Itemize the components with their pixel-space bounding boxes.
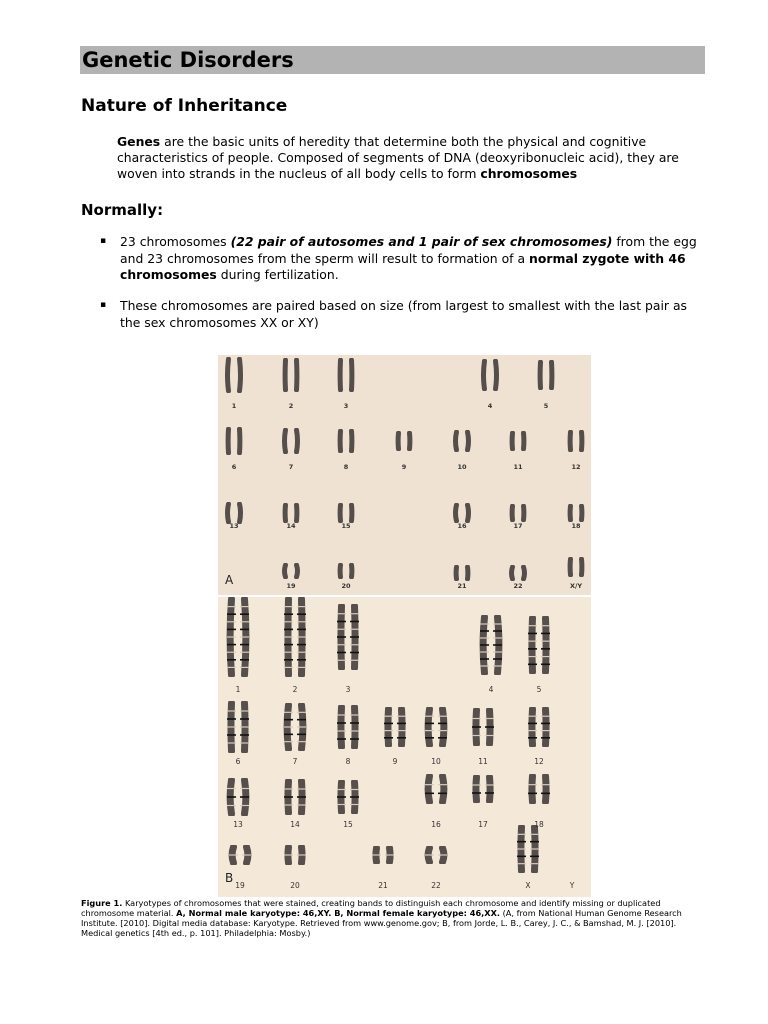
chromosome-pair-11 [471, 708, 495, 746]
subheading-normally: Normally: [81, 201, 164, 219]
chromosome-pair-8 [336, 705, 360, 749]
chromosome-pair-13 [226, 778, 250, 816]
chromosome-label-5: 5 [536, 685, 542, 694]
panel-b-letter: B [225, 871, 234, 885]
document-title: Genetic Disorders [82, 48, 294, 72]
chromosome-label-Y: Y [569, 881, 575, 890]
chromosome-label-18: 18 [534, 820, 544, 829]
chromosome-pair-3 [336, 358, 356, 392]
chromosome-pair-19 [281, 563, 301, 579]
chromosome-pair-13 [224, 502, 244, 524]
chromosome-label-11: 11 [513, 463, 523, 471]
chromosome-label-22: 22 [431, 881, 441, 890]
chromosome-pair-X [516, 825, 540, 873]
chromosome-pair-10 [424, 707, 448, 747]
bullet-text: These chromosomes are paired based on size (from largest to smallest with the last pair as the sex chromosomes XX or XY) [120, 298, 687, 330]
chromosome-label-19: 19 [286, 582, 296, 590]
chromosome-pair-7 [281, 428, 301, 454]
chromosome-pair-11 [508, 431, 528, 451]
chromosome-pair-10 [452, 430, 472, 452]
section-heading: Nature of Inheritance [81, 96, 288, 116]
karyotype-figure [218, 355, 591, 897]
chromosome-pair-20 [336, 563, 356, 579]
title-bar [80, 46, 705, 74]
chromosome-label-14: 14 [290, 820, 300, 829]
chromosome-label-16: 16 [431, 820, 441, 829]
chromosome-pair-14 [283, 779, 307, 815]
chromosome-pair-5 [527, 616, 551, 674]
chromosome-pair-9 [394, 431, 414, 451]
figure-caption [81, 898, 706, 938]
caption-text: (A, from National Human Genome Research Institute. [2010]. Digital media database: Karyotype. Retrieved from www.genome.gov; B, from Jorde, L. B., Carey, J. C., & Bamshad, M. J. [2010]. Medical genetics [4th ed., p. 101]. Philadelphia: Mosby.) [81, 908, 682, 938]
chromosome-label-12: 12 [534, 757, 544, 766]
chromosome-label-10: 10 [457, 463, 467, 471]
chromosome-label-11: 11 [478, 757, 488, 766]
chromosome-label-17: 17 [478, 820, 488, 829]
chromosome-pair-14 [281, 503, 301, 523]
intro-term-genes: Genes [117, 134, 161, 149]
panel-a-letter: A [225, 573, 234, 587]
chromosome-label-1: 1 [235, 685, 241, 694]
intro-term-chromosomes: chromosomes [480, 166, 578, 181]
chromosome-label-9: 9 [401, 463, 407, 471]
chromosome-label-21: 21 [378, 881, 388, 890]
chromosome-label-2: 2 [292, 685, 298, 694]
chromosome-label-10: 10 [431, 757, 441, 766]
chromosome-pair-15 [336, 503, 356, 523]
chromosome-pair-6 [226, 701, 250, 753]
chromosome-pair-15 [336, 780, 360, 814]
chromosome-label-20: 20 [290, 881, 300, 890]
chromosome-label-6: 6 [235, 757, 241, 766]
chromosome-pair-17 [508, 504, 528, 522]
chromosome-label-15: 15 [341, 522, 351, 530]
chromosome-label-4: 4 [487, 402, 493, 410]
bullet-text-part: during fertilization. [216, 267, 339, 282]
bullet-marker: ▪ [100, 236, 107, 246]
chromosome-label-5: 5 [543, 402, 549, 410]
chromosome-label-3: 3 [345, 685, 351, 694]
chromosome-pair-12 [566, 430, 586, 452]
chromosome-pair-21 [371, 846, 395, 864]
chromosome-label-8: 8 [343, 463, 349, 471]
chromosome-label-1: 1 [231, 402, 237, 410]
chromosome-label-12: 12 [571, 463, 581, 471]
chromosome-pair-20 [283, 845, 307, 865]
chromosome-pair-18 [566, 504, 586, 522]
chromosome-pair-1 [226, 597, 250, 677]
chromosome-label-6: 6 [231, 463, 237, 471]
chromosome-pair-1 [224, 357, 244, 393]
chromosome-pair-7 [283, 703, 307, 751]
chromosome-label-9: 9 [392, 757, 398, 766]
bullet-text-part: 23 chromosomes [120, 234, 231, 249]
chromosome-pair-12 [527, 707, 551, 747]
chromosome-label-18: 18 [571, 522, 581, 530]
caption-bold: A, Normal male karyotype: 46,XY. B, Normal female karyotype: 46,XX. [176, 908, 501, 918]
chromosome-pair-22 [424, 846, 448, 864]
chromosome-label-X/Y: X/Y [569, 582, 583, 590]
chromosome-pair-6 [224, 427, 244, 455]
karyotype-panel-a [218, 355, 591, 595]
bullet-bold: normal zygote with 46 chromosomes [120, 250, 686, 282]
chromosome-pair-16 [424, 774, 448, 804]
chromosome-pair-4 [480, 359, 500, 391]
chromosome-pair-2 [281, 358, 301, 392]
chromosome-label-13: 13 [233, 820, 243, 829]
chromosome-label-22: 22 [513, 582, 523, 590]
bullet-text-part: from the egg and 23 chromosomes from the sperm will result to formation of a [120, 234, 697, 266]
chromosome-label-3: 3 [343, 402, 349, 410]
bullet-text [120, 234, 708, 284]
chromosome-label-17: 17 [513, 522, 523, 530]
chromosome-pair-18 [527, 774, 551, 804]
karyotype-panel-b [218, 597, 591, 897]
intro-text: are the basic units of heredity that determine both the physical and cognitive characteristics of people. Composed of segments of DNA (deoxyribonucleic acid), they are woven into strands in the nucleus of all body cells to form [117, 134, 679, 181]
bullet-marker: ▪ [100, 300, 107, 310]
chromosome-pair-2 [283, 597, 307, 677]
chromosome-pair-8 [336, 429, 356, 453]
chromosome-label-13: 13 [229, 522, 239, 530]
chromosome-pair-9 [383, 707, 407, 747]
chromosome-label-14: 14 [286, 522, 296, 530]
chromosome-label-4: 4 [488, 685, 494, 694]
chromosome-label-20: 20 [341, 582, 351, 590]
chromosome-label-15: 15 [343, 820, 353, 829]
chromosome-pair-3 [336, 604, 360, 670]
chromosome-pair-22 [508, 565, 528, 581]
chromosome-pair-21 [452, 565, 472, 581]
chromosome-pair-X/Y [566, 557, 586, 577]
chromosome-label-7: 7 [288, 463, 294, 471]
chromosome-label-19: 19 [235, 881, 245, 890]
intro-paragraph [117, 134, 717, 182]
caption-label: Figure 1. [81, 898, 123, 908]
bullet-emphasis: (22 pair of autosomes and 1 pair of sex chromosomes) [230, 234, 613, 249]
chromosome-label-X: X [525, 881, 531, 890]
chromosome-label-21: 21 [457, 582, 467, 590]
caption-text: Karyotypes of chromosomes that were stained, creating bands to distinguish each chromosome and identify missing or duplicated chromosome material. [81, 898, 661, 918]
chromosome-label-8: 8 [345, 757, 351, 766]
chromosome-pair-4 [479, 615, 503, 675]
chromosome-pair-5 [536, 360, 556, 390]
chromosome-pair-17 [471, 775, 495, 803]
chromosome-label-2: 2 [288, 402, 294, 410]
chromosome-pair-16 [452, 503, 472, 523]
chromosome-label-7: 7 [292, 757, 298, 766]
chromosome-pair-19 [228, 845, 252, 865]
chromosome-label-16: 16 [457, 522, 467, 530]
